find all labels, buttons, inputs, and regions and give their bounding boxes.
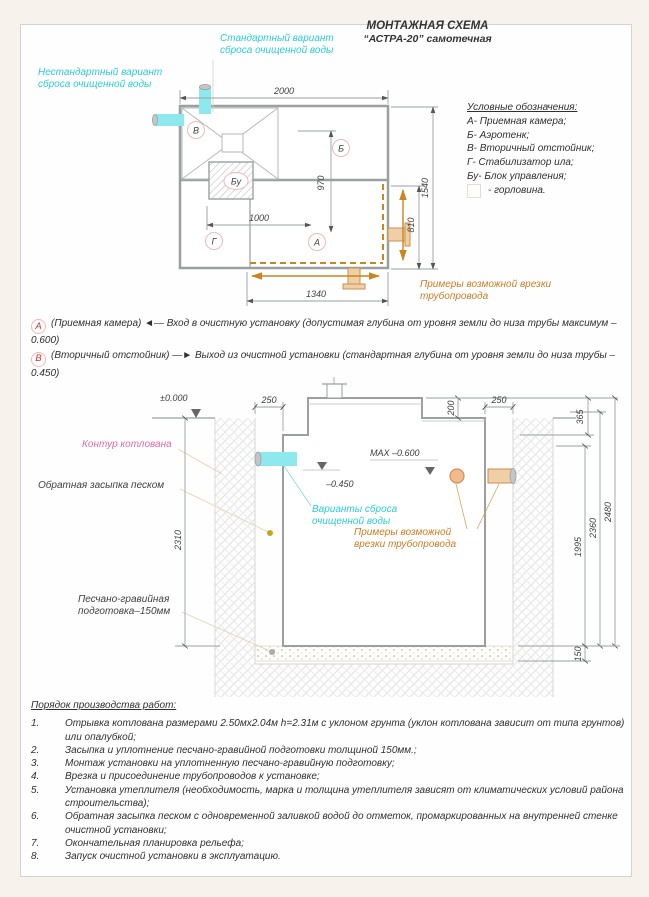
work-order-title: Порядок производства работ: <box>31 700 177 711</box>
work-order-item <box>31 757 632 770</box>
title-line1: МОНТАЖНАЯ СХЕМА <box>366 20 489 32</box>
marker-g: Г <box>211 236 217 247</box>
item-text: Запуск очистной установки в эксплуатацию. <box>65 851 281 863</box>
sand-gravel-bed <box>255 646 513 661</box>
work-order <box>31 699 632 864</box>
item-number: 6. <box>31 811 40 823</box>
item-number: 7. <box>31 837 40 849</box>
nonstandard-outlet-label-line2: сброса очищенной воды <box>38 79 152 90</box>
section-insertion-line2: врезки трубопровода <box>354 539 457 550</box>
dim-150: 150 <box>573 646 583 662</box>
legend-item-g: Г- Стабилизатор ила; <box>467 157 574 169</box>
item-text: Установка утеплителя (необходимость, марка и толщина утеплителя зависят от климатических условий района строительства); <box>65 784 624 810</box>
zero-level-marker <box>191 409 201 418</box>
pit-contour-label: Контур котлована <box>82 439 172 450</box>
work-order-item <box>31 717 632 744</box>
marker-v: В <box>192 125 200 136</box>
bed-leader-dot <box>269 649 275 655</box>
plan-insertion-label <box>420 279 551 303</box>
dim-1995: 1995 <box>573 536 583 558</box>
legend-item-b: Б- Аэротенк; <box>467 129 530 141</box>
dim-2480: 2480 <box>603 501 613 523</box>
inlet-pipe-side <box>488 469 513 483</box>
work-order-item <box>31 770 632 783</box>
inlet-pipe-cross-section <box>450 469 464 483</box>
plan-insertion-label-line2: трубопровода <box>420 291 489 302</box>
dim-2360: 2360 <box>588 517 598 539</box>
work-order-item <box>31 810 632 837</box>
io-notes <box>31 317 637 381</box>
marker-a: А <box>313 237 321 248</box>
legend-item-bu: Бу- Блок управления; <box>467 170 567 182</box>
dim-2310: 2310 <box>173 529 183 551</box>
dim-1540: 1540 <box>420 177 430 199</box>
item-text: Монтаж установки на уплотненную песчано-гравийную подготовку; <box>65 758 395 770</box>
section-insertion-label <box>354 527 456 551</box>
item-text: Врезка и присоединение трубопроводов к установке; <box>65 771 320 783</box>
dim-1000: 1000 <box>248 213 270 223</box>
standard-outlet-label-line1: Стандартный вариант <box>220 33 334 44</box>
dim-970: 970 <box>316 175 326 191</box>
plan-insertion-label-line1: Примеры возможной врезки <box>420 279 552 290</box>
dim-2000: 2000 <box>273 86 295 96</box>
bed-label-line2: подготовка–150мм <box>78 606 171 617</box>
outlet-note-text: (Вторичный отстойник) —► Выход из очистной установки (стандартная глубина от уровня земли до низа трубы –0.450) <box>31 350 616 379</box>
legend-neck-label: - горловина. <box>488 184 546 196</box>
bed-label <box>78 594 170 618</box>
nonstandard-outlet-pipe <box>155 114 184 126</box>
right-inlet-pipe <box>388 228 407 241</box>
standard-outlet-label <box>220 33 334 57</box>
legend <box>467 101 594 198</box>
zero-level-text: ±0.000 <box>160 393 188 403</box>
marker-bu: Бу <box>230 176 242 187</box>
inlet-note <box>31 317 637 348</box>
nonstandard-outlet-label-line1: Нестандартный вариант <box>38 67 163 78</box>
work-order-item <box>31 850 632 863</box>
bottom-inlet-pipe <box>348 268 360 286</box>
outlet-level-text: –0.450 <box>326 479 354 489</box>
neck-square-icon <box>467 184 481 198</box>
section-insertion-line1: Примеры возможной <box>354 527 452 538</box>
drawing-title <box>330 19 525 46</box>
legend-item-a: А- Приемная камера; <box>467 115 567 127</box>
item-number: 8. <box>31 851 40 863</box>
dim-right-250: 250 <box>491 395 507 405</box>
standard-outlet-pipe <box>199 87 211 114</box>
max-level-text: MAX –0.600 <box>370 448 420 458</box>
legend-title: Условные обозначения: <box>467 102 578 113</box>
outlet-note <box>31 349 637 380</box>
standard-outlet-label-line2: сброса очищенной воды <box>220 45 334 56</box>
item-number: 3. <box>31 758 40 770</box>
item-text: Отрывка котлована размерами 2.50мх2.04м h=2.31м с уклоном грунта (уклон котлована зависит от типа грунтов) или опалубкой; <box>65 718 625 743</box>
item-text: Засыпка и уплотнение песчано-гравийной подготовки толщиной 150мм.; <box>65 744 417 756</box>
backfill-label: Обратная засыпка песком <box>38 480 165 491</box>
item-text: Окончательная планировка рельефа; <box>65 837 244 849</box>
dim-200: 200 <box>446 400 456 416</box>
outlet-note-marker: В <box>31 352 46 367</box>
marker-b: Б <box>338 143 344 154</box>
inlet-note-marker: А <box>31 319 46 334</box>
legend-item-v: В- Вторичный отстойник; <box>467 143 595 155</box>
dim-365: 365 <box>575 409 585 425</box>
plan-view <box>152 60 438 306</box>
discharge-options-line1: Варианты сброса <box>312 504 398 515</box>
dim-810: 810 <box>406 217 416 233</box>
work-order-item <box>31 784 632 811</box>
dim-1340: 1340 <box>305 289 327 299</box>
item-number: 5. <box>31 784 40 796</box>
item-number: 1. <box>31 718 40 730</box>
dim-left-250: 250 <box>261 395 277 405</box>
inlet-note-text: (Приемная камера) ◄— Вход в очистную установку (допустимая глубина от уровня земли до низа трубы максимум –0.600) <box>31 318 617 347</box>
item-text: Обратная засыпка песком с одновременной заливкой водой до отметок, промаркированных на внутренней стенке очистной установки; <box>65 811 618 836</box>
item-number: 2. <box>31 744 40 756</box>
discharge-options-line2: очищенной воды <box>312 516 391 527</box>
title-line2: “АСТРА-20” самотечная <box>363 33 492 45</box>
bed-label-line1: Песчано-гравийная <box>78 594 170 605</box>
item-number: 4. <box>31 771 40 783</box>
work-order-item <box>31 837 632 850</box>
legend-item-neck <box>467 184 594 198</box>
backfill-leader-dot <box>267 530 273 536</box>
work-order-item <box>31 744 632 757</box>
nonstandard-outlet-label <box>38 67 162 91</box>
discharge-options-label <box>312 504 397 528</box>
